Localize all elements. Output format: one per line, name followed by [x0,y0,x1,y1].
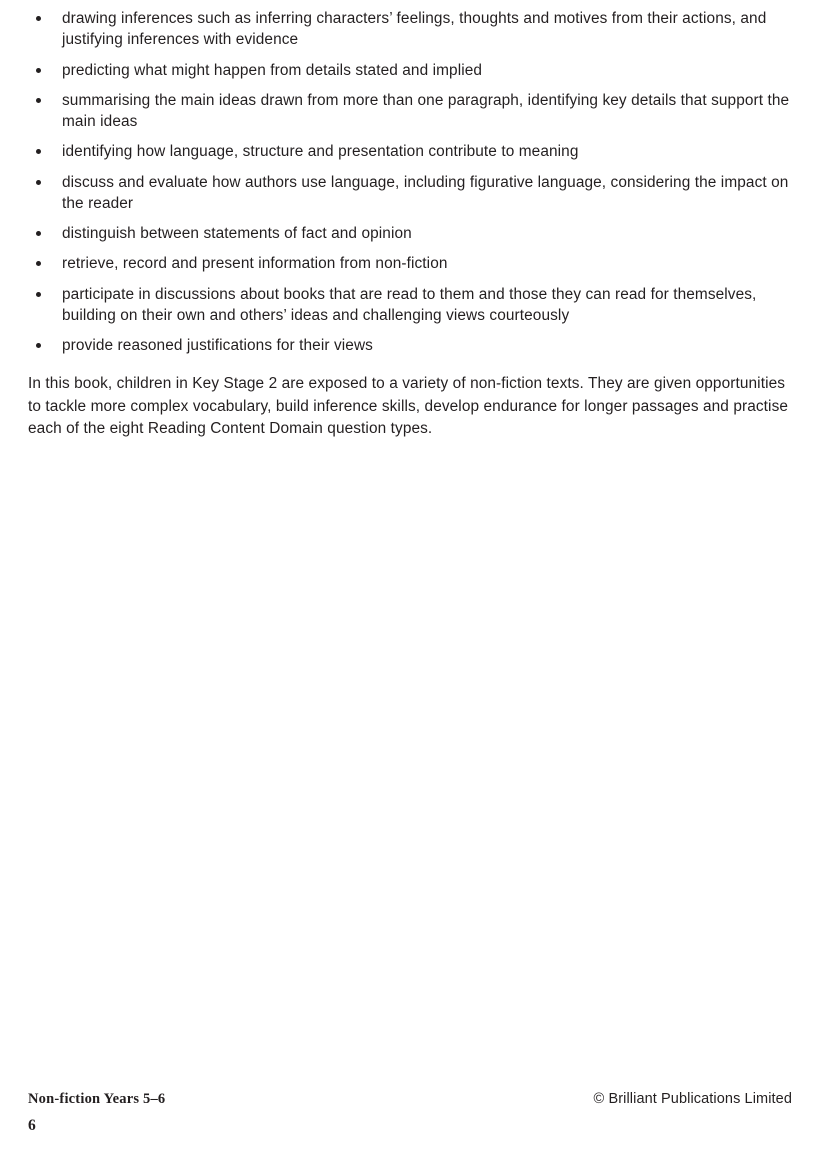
list-item-text: participate in discussions about books that are read to them and those they can read for themselves, building on their own and others’ ideas and challenging views courteously [62,285,757,324]
list-item [28,60,792,81]
bullet-dot-icon [36,180,41,185]
footer-row [28,1091,792,1111]
list-item [28,8,792,51]
objectives-list [28,8,792,356]
bullet-dot-icon [36,98,41,103]
bullet-dot-icon [36,261,41,266]
list-item [28,90,792,133]
list-item [28,141,792,162]
list-item-text: provide reasoned justifications for their views [62,337,373,354]
list-item-text: distinguish between statements of fact and opinion [62,225,412,242]
bullet-dot-icon [36,343,41,348]
body-paragraph: In this book, children in Key Stage 2 are exposed to a variety of non-fiction texts. They are given opportunities to tackle more complex vocabulary, build inference skills, develop endurance for longer passages and practise each of the eight Reading Content Domain question types. [28,375,789,438]
bullet-dot-icon [36,231,41,236]
list-item [28,335,792,356]
list-item-text: identifying how language, structure and presentation contribute to meaning [62,143,579,161]
list-item-text: drawing inferences such as inferring characters’ feelings, thoughts and motives from their actions, and justifying inferences with evidence [62,10,767,49]
bullet-dot-icon [36,16,41,21]
footer-book-title: Non-fiction Years 5–6 [28,1091,166,1107]
list-item [28,284,792,327]
bullet-dot-icon [36,292,41,297]
list-item [28,172,792,215]
list-item-text: summarising the main ideas drawn from more than one paragraph, identifying key details that support the main ideas [62,91,790,130]
list-item [28,253,792,274]
page-content [28,8,792,456]
page-footer [28,1091,792,1141]
footer-copyright: © Brilliant Publications Limited [593,1091,792,1107]
list-item [28,223,792,244]
list-item-text: retrieve, record and present information from non-fiction [62,255,448,273]
page-number: 6 [28,1117,36,1134]
list-item-text: predicting what might happen from details stated and implied [62,61,483,79]
bullet-dot-icon [36,149,41,154]
bullet-dot-icon [36,68,41,73]
list-item-text: discuss and evaluate how authors use language, including figurative language, considering the impact on the reader [62,173,789,212]
